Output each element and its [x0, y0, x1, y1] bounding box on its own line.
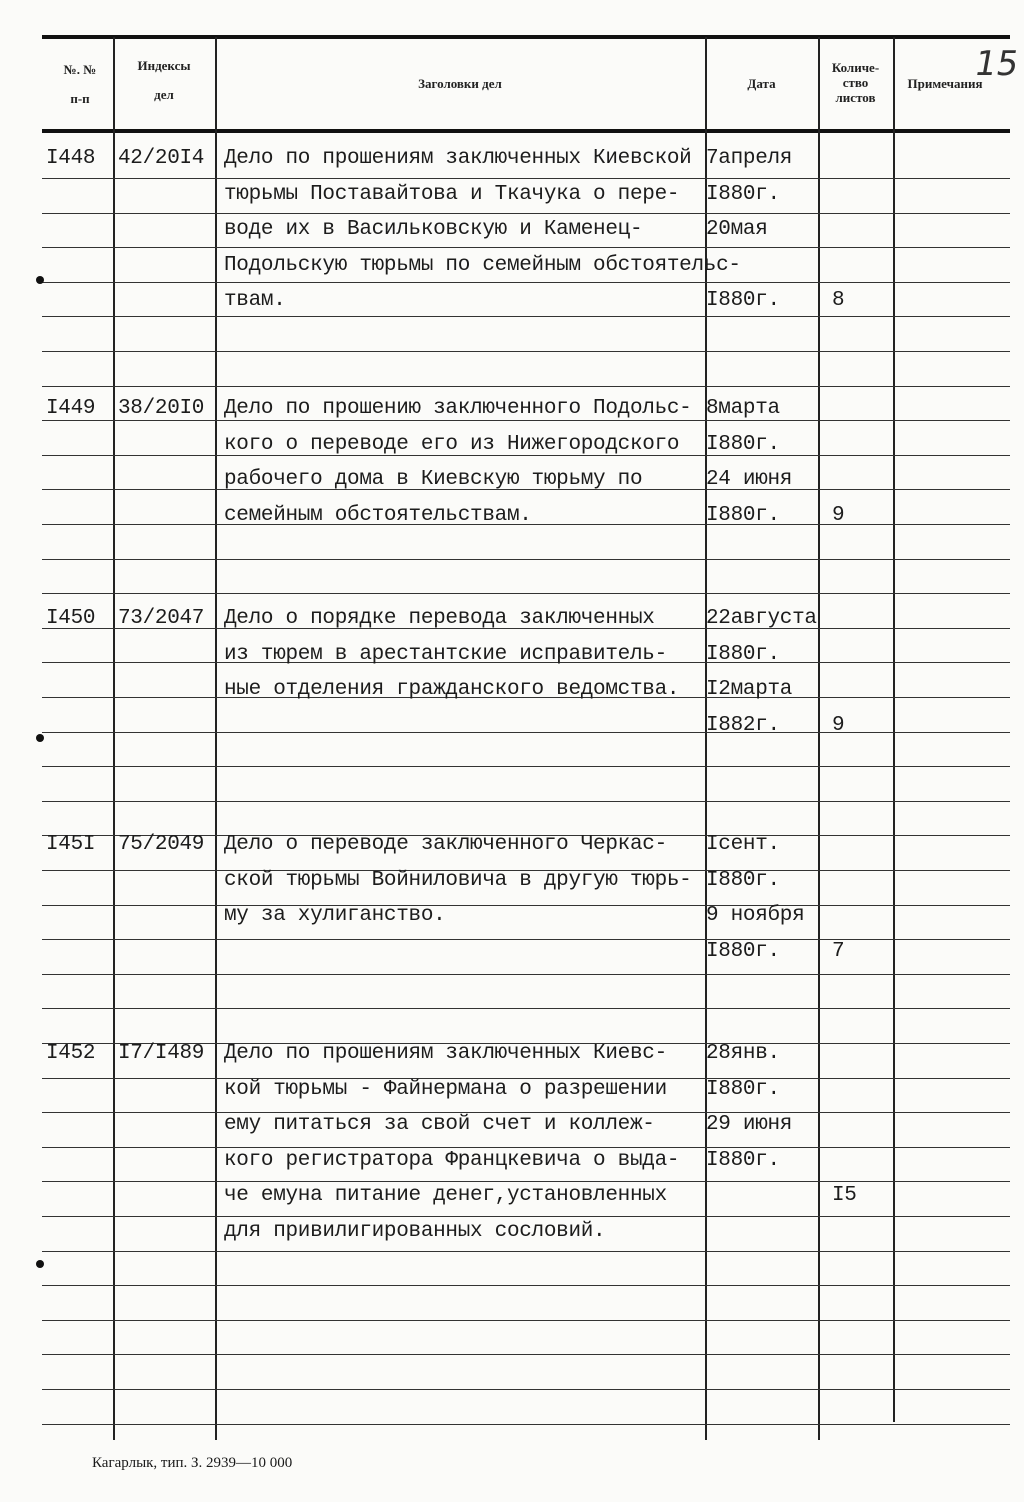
entry-date: I880г.: [706, 433, 780, 456]
entry-date: 28янв.: [706, 1042, 780, 1065]
entry-title-line: Подольскую тюрьмы по семейным обстоятельс-: [224, 254, 741, 277]
ruled-line: [42, 386, 1010, 387]
ruled-line: [42, 766, 1010, 767]
entry-date: 29 июня: [706, 1113, 793, 1136]
entry-date: 9 ноября: [706, 904, 805, 927]
entry-date: 7апреля: [706, 147, 793, 170]
entry-title-line: му за хулиганство.: [224, 904, 446, 927]
entry-date: I2марта: [706, 678, 793, 701]
entry-title-line: ные отделения гражданского ведомства.: [224, 678, 680, 701]
ruled-line: [42, 178, 1010, 179]
entry-date: 22августа: [706, 607, 817, 630]
entry-date: I880г.: [706, 504, 780, 527]
ruled-line: [42, 247, 1010, 248]
header-sheets: Количе- ство листов: [831, 60, 880, 105]
ruled-line: [42, 1354, 1010, 1355]
entry-date: 8марта: [706, 397, 780, 420]
entry-date: I880г.: [706, 1149, 780, 1172]
ruled-line: [42, 732, 1010, 733]
entry-title-line: из тюрем в арестантские исправитель-: [224, 643, 667, 666]
ruled-line: [42, 939, 1010, 940]
entry-number: I452: [46, 1042, 96, 1065]
entry-date: 20мая: [706, 218, 768, 241]
entry-date: I880г.: [706, 183, 780, 206]
entry-index: 42/20I4: [118, 147, 205, 170]
entry-date: I882г.: [706, 714, 780, 737]
printer-imprint: Кагарлык, тип. З. 2939—10 000: [92, 1455, 293, 1471]
entry-title-line: кого регистратора Францкевича о выда-: [224, 1149, 680, 1172]
entry-date: I880г.: [706, 869, 780, 892]
entry-date: I880г.: [706, 1078, 780, 1101]
entry-title-line: рабочего дома в Киевскую тюрьму по: [224, 468, 643, 491]
entry-title-line: кой тюрьмы - Файнермана о разрешении: [224, 1078, 667, 1101]
header-index: Индексы дел: [137, 58, 191, 102]
entry-title-line: Дело о переводе заключенного Черкас-: [224, 833, 667, 856]
ruled-line: [42, 1285, 1010, 1286]
entry-title-line: семейным обстоятельствам.: [224, 504, 532, 527]
punch-hole-mark: [36, 734, 44, 742]
header-date: Дата: [747, 76, 776, 91]
entry-index: 38/20I0: [118, 397, 205, 420]
entry-number: I448: [46, 147, 96, 170]
entry-title-line: тюрьмы Поставайтова и Ткачука о пере-: [224, 183, 680, 206]
ruled-line: [42, 1251, 1010, 1252]
column-divider: [893, 37, 895, 1422]
entry-title-line: для привилигированных сословий.: [224, 1220, 606, 1243]
ruled-line: [42, 213, 1010, 214]
ruled-line: [42, 351, 1010, 352]
entry-index: 73/2047: [118, 607, 205, 630]
handwritten-page-number: 15: [971, 44, 1022, 84]
ruled-line: [42, 1008, 1010, 1009]
ruled-line: [42, 905, 1010, 906]
entry-number: I45I: [46, 833, 96, 856]
entry-date: Iсент.: [706, 833, 780, 856]
header-titles: Заголовки дел: [418, 76, 502, 91]
header-notes: Примечания: [907, 76, 983, 91]
top-rule: [42, 35, 1010, 39]
entry-title-line: кого о переводе его из Нижегородского: [224, 433, 680, 456]
punch-hole-mark: [36, 276, 44, 284]
ruled-line: [42, 974, 1010, 975]
entry-title-line: воде их в Васильковскую и Каменец-: [224, 218, 643, 241]
entry-title-line: твам.: [224, 289, 286, 312]
entry-sheet-count: 7: [832, 940, 845, 963]
entry-date: I880г.: [706, 940, 780, 963]
entry-title-line: Дело о порядке перевода заключенных: [224, 607, 655, 630]
entry-title-line: ему питаться за свой счет и коллеж-: [224, 1113, 655, 1136]
ruled-line: [42, 316, 1010, 317]
ruled-line: [42, 801, 1010, 802]
entry-number: I450: [46, 607, 96, 630]
entry-title-line: ской тюрьмы Войниловича в другую тюрь-: [224, 869, 692, 892]
entry-index: I7/I489: [118, 1042, 205, 1065]
entry-title-line: че емуна питание денег,установленных: [224, 1184, 667, 1207]
entry-date: 24 июня: [706, 468, 793, 491]
entry-sheet-count: 8: [832, 289, 845, 312]
header-number: №. № п-п: [63, 62, 97, 106]
ruled-line: [42, 1424, 1010, 1425]
header-rule: [42, 129, 1010, 133]
entry-sheet-count: I5: [832, 1184, 857, 1207]
ruled-line: [42, 559, 1010, 560]
entry-sheet-count: 9: [832, 714, 845, 737]
entry-number: I449: [46, 397, 96, 420]
entry-index: 75/2049: [118, 833, 205, 856]
entry-sheet-count: 9: [832, 504, 845, 527]
entry-title-line: Дело по прошениям заключенных Киевской: [224, 147, 692, 170]
entry-title-line: Дело по прошениям заключенных Киевс-: [224, 1042, 667, 1065]
punch-hole-mark: [36, 1260, 44, 1268]
ruled-line: [42, 282, 1010, 283]
ruled-line: [42, 1216, 1010, 1217]
ruled-line: [42, 1181, 1010, 1182]
entry-date: I880г.: [706, 289, 780, 312]
ruled-line: [42, 1389, 1010, 1390]
entry-title-line: Дело по прошению заключенного Подольс-: [224, 397, 692, 420]
entry-date: I880г.: [706, 643, 780, 666]
ruled-line: [42, 1320, 1010, 1321]
ruled-line: [42, 593, 1010, 594]
